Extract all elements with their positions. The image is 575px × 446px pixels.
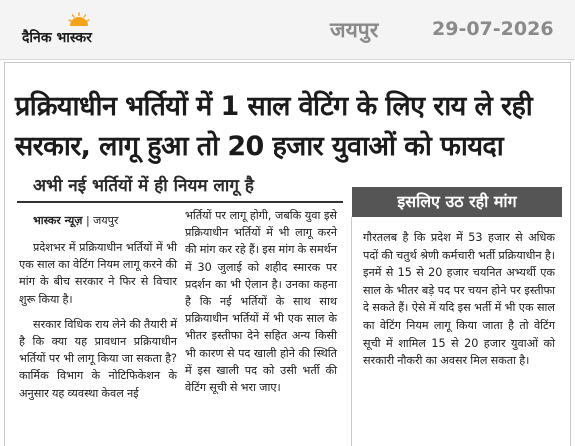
- headline: [15, 87, 563, 167]
- paragraph: प्रदेशभर में प्रक्रियाधीन भर्तियों में भी एक साल का वेटिंग नियम लागू करने की मांग के बीच सरकार ने फिर से विचार शुरू किया है।: [19, 241, 177, 306]
- sun-icon: [68, 12, 90, 26]
- article-column-1: [19, 239, 177, 402]
- edition-city: जयपुर: [330, 18, 379, 42]
- byline-separator: |: [85, 214, 94, 227]
- column-divider: [351, 217, 352, 446]
- sidebox-title: इसलिए उठ रही मांग: [352, 187, 562, 217]
- byline-source: भास्कर न्यूज़: [33, 214, 83, 227]
- article-column-2: भर्तियों पर लागू होगी, जबकि युवा इसे प्रक्रियाधीन भर्तियों में भी लागू करने की मांग कर रहे हैं। इस मांग के समर्थन में 30 जुलाई को शहीद स्मारक पर प्रदर्शन का भी ऐलान है। उनका कहना है कि नई भर्तियों के साथ साथ प्रक्रियाधीन भर्तियों में भी एक साल के भीतर इस्तीफा देने सहित अन्य किसी भी कारण से पद खाली होने की स्थिति में इस खाली पद को उसी भर्ती की वेटिंग सूची से भरा जाए।: [185, 209, 337, 395]
- logo-text: दैनिक भास्कर: [22, 30, 92, 46]
- masthead: [0, 0, 575, 60]
- paragraph: सरकार विधिक राय लेने की तैयारी में है कि क्या यह प्रावधान प्रक्रियाधीन भर्तियों पर भी लागू किया जा सकता है? कार्मिक विभाग के नोटिफिकेशन के अनुसार यह व्यवस्था केवल नई: [19, 317, 177, 400]
- logo[interactable]: [22, 10, 152, 52]
- headline-line-1: प्रक्रियाधीन भर्तियों में 1 साल वेटिंग के लिए राय ले रही: [15, 91, 533, 122]
- sidebox-text: गौरतलब है कि प्रदेश में 53 हजार से अधिक पदों की चतुर्थ श्रेणी कर्मचारी भर्ती प्रक्रियाधीन है। इनमें से 15 से 20 हजार चयनित अभ्यर्थी एक साल के भीतर बड़े पद पर चयन होने पर इस्तीफा दे सकते हैं। ऐसे में यदि इस भर्ती में भी एक साल का वेटिंग नियम लागू किया जाता है तो वेटिंग सूची में शामिल 15 से 20 हजार युवाओं को सरकारी नौकरी का अवसर मिल सकता है।: [363, 231, 555, 368]
- subheadline-rule: [17, 201, 343, 203]
- headline-line-2: सरकार, लागू हुआ तो 20 हजार युवाओं को फायदा: [15, 131, 504, 162]
- byline: [33, 213, 118, 228]
- news-clipping: [4, 62, 571, 446]
- byline-city: जयपुर: [93, 214, 119, 227]
- subheadline: अभी नई भर्तियों में ही नियम लागू है: [33, 176, 254, 196]
- edition-date: 29-07-2026: [432, 18, 554, 40]
